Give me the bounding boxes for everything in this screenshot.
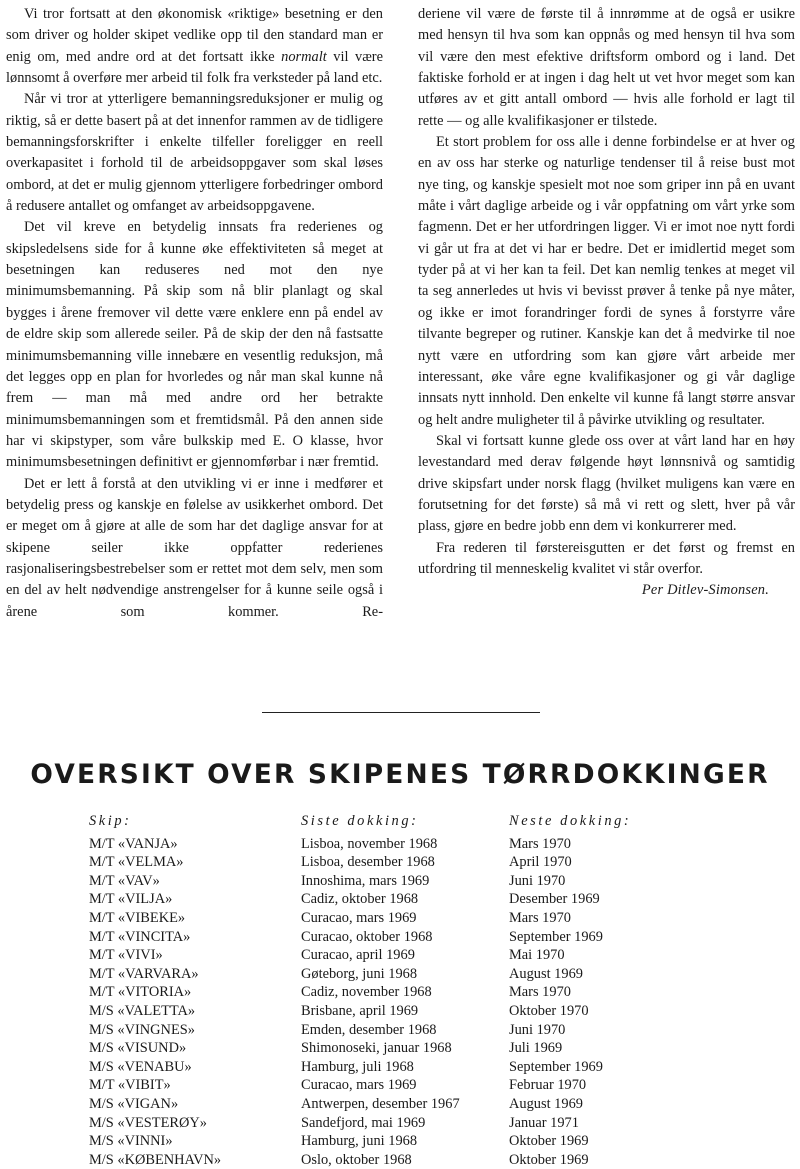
ship-column	[89, 812, 221, 1169]
last-docking-cell: Curacao, mars 1969	[301, 1077, 417, 1094]
emphasized-word: normalt	[281, 48, 327, 65]
ship-name-cell: M/T «VANJA»	[89, 835, 178, 852]
last-docking-cell: Lisboa, desember 1968	[301, 854, 435, 871]
article-right-column	[418, 4, 795, 602]
ship-name-cell: M/S «VIGAN»	[89, 1095, 179, 1112]
next-docking-cell: April 1970	[509, 854, 572, 871]
last-docking-cell: Hamburg, juni 1968	[301, 1133, 418, 1150]
next-docking-cell: Mars 1970	[509, 984, 571, 1001]
last-docking-cell: Sandefjord, mai 1969	[301, 1114, 426, 1131]
last-docking-cell: Curacao, april 1969	[301, 947, 415, 964]
ship-name-cell: M/S «VINNI»	[89, 1133, 173, 1150]
ship-name-cell: M/T «VIBIT»	[89, 1077, 171, 1094]
last-docking-cell: Gøteborg, juni 1968	[301, 965, 418, 982]
ship-name-cell: M/T «VITORIA»	[89, 984, 192, 1001]
next-docking-cell: Juli 1969	[509, 1040, 563, 1057]
article-left-column	[6, 4, 383, 623]
ship-name-cell: M/S «VESTERØY»	[89, 1114, 207, 1131]
paragraph-text: Vi tror fortsatt at den økonomisk «riktige» besetning er den som driver og holder skipet vedlike opp til den standard man er enig om, med andre ord at det fortsatt ikke	[6, 6, 383, 65]
last-docking-cell: Innoshima, mars 1969	[301, 872, 430, 889]
ship-name-cell: M/S «KØBENHAVN»	[89, 1151, 222, 1168]
last-docking-cell: Cadiz, oktober 1968	[301, 891, 419, 908]
next-docking-cell: Februar 1970	[509, 1077, 587, 1094]
article-paragraph: Det vil kreve en betydelig innsats fra rederienes og skipsledelsens side for å kunne øke effektiviteten så meget at besetningen kan reduseres ned mot den nye minimumsbemanning. På skip som nå blir planlagt og skal bygges i årene fremover vil dette være enklere enn på endel av de eldre skip som allerede seiler. På de skip der den nå fastsatte minimumsbemanning ville innebære en vesentlig reduksjon, må det legges opp en plan for hvorledes og når man skal kunne nå frem — man må med andre ord her betrakte minimumsbemanningen som et fremtidsmål. På den annen side har vi skipstyper, som våre bulkskip med E. O klasse, hvor minimumsbesetningen definitivt er gjennomførbar i nær fremtid.	[6, 219, 383, 471]
ship-name-cell: M/S «VINGNES»	[89, 1021, 195, 1038]
article-paragraph: Fra rederen til førstereisgutten er det først og fremst en utfordring til menneskelig kvalitet vi står overfor.	[418, 539, 795, 577]
last-docking-cell: Oslo, oktober 1968	[301, 1151, 412, 1168]
last-docking-cell: Brisbane, april 1969	[301, 1002, 419, 1019]
ship-name-cell: M/T «VIVI»	[89, 947, 163, 964]
last-docking-column	[301, 812, 460, 1169]
last-docking-column-header: Siste dokking:	[301, 813, 419, 829]
article-paragraph: Skal vi fortsatt kunne glede oss over at vårt land har en høy levestandard med derav følgende høyt lønnsnivå og samtidig drive skipsfart under norsk flagg (hvilket muligens kan være en forutsetning for det første) så må vi rett og slett, hver på vår plass, gjøre en bedre jobb enn dem vi konkurrerer med.	[418, 432, 795, 535]
ship-name-cell: M/T «VIBEKE»	[89, 909, 186, 926]
next-docking-cell: August 1969	[509, 965, 583, 982]
ship-name-cell: M/S «VENABU»	[89, 1058, 192, 1075]
article-paragraph: Et stort problem for oss alle i denne forbindelse er at hver og en av oss har sterke og naturlige tendenser til å reise bust mot nye ting, og kanskje spesielt mot noe som griper inn på en uvant måte i vårt daglige arbeide og i vår oppfatning om vårt yrke som fagmenn. Det er her utfordringen ligger. Vi er imot noe nytt fordi vi går ut fra at det vi har er bedre. Det er imidlertid meget som tyder på at vi her kan ta feil. Det kan nemlig tenkes at meget vil ta seg annerledes ut hvis vi bevisst prøver å tenke på nye måter, og ikke er imot forandringer fordi de synes å forstyrre våre tilvante begreper og rutiner. Kanskje kan det å medvirke til noe nytt være en utfordring som kan gjøre vårt arbeide mer interessant, øke våre egne kvalifikasjoner og gi vår daglige innsats nytt innhold. Den enkelte vil kunne få langt større ansvar og helt andre muligheter til å påvirke utvikling og resultater.	[418, 134, 795, 428]
article-paragraph: deriene vil være de første til å innrømme at de også er usikre med hensyn til hva som kan oppnås og med hensyn til hva som vil være den mest efektive driftsform ombord og i land. Det faktiske forhold er at ingen i dag helt ut vet hvor meget som kan utføres av et gitt antall ombord — hvis alle forhold er lagt til rette — og alle kvalifikasjoner er tilstede.	[418, 6, 795, 129]
next-docking-cell: Oktober 1969	[509, 1133, 589, 1150]
paragraph-text: vil være lønnsomt å overføre mer arbeid til folk fra verksteder på land etc.	[6, 48, 383, 87]
next-docking-cell: Juni 1970	[509, 872, 566, 889]
next-docking-column-header: Neste dokking:	[509, 813, 632, 829]
article-paragraph	[6, 4, 383, 89]
next-docking-cell: September 1969	[509, 928, 603, 945]
section-divider	[262, 712, 540, 713]
last-docking-cell: Emden, desember 1968	[301, 1021, 437, 1038]
ship-name-cell: M/T «VELMA»	[89, 854, 184, 871]
next-docking-cell: Mars 1970	[509, 909, 571, 926]
ship-name-cell: M/T «VINCITA»	[89, 928, 191, 945]
next-docking-cell: September 1969	[509, 1058, 603, 1075]
next-docking-cell: August 1969	[509, 1095, 583, 1112]
ship-name-cell: M/S «VISUND»	[89, 1040, 187, 1057]
next-docking-cell: Oktober 1970	[509, 1002, 589, 1019]
next-docking-cell: Mai 1970	[509, 947, 565, 964]
author-signature: Per Ditlev-Simonsen.	[641, 582, 769, 599]
last-docking-cell: Lisboa, november 1968	[301, 835, 438, 852]
next-docking-cell: Juni 1970	[509, 1021, 566, 1038]
article-paragraph: Det er lett å forstå at den utvikling vi er inne i medfører et betydelig press og kanskje en følelse av usikkerhet ombord. Det er meget om å gjøre at alle de som har det daglige ansvar for at skipene seiler ikke oppfatter rederienes rasjonaliseringsbestrebelser som er rettet mot dem selv, men som en del av helt nødvendige anstrengelser for å kunne seile også i årene som kommer. Re-	[6, 475, 383, 620]
last-docking-cell: Curacao, mars 1969	[301, 909, 417, 926]
next-docking-cell: Oktober 1969	[509, 1151, 589, 1168]
last-docking-cell: Curacao, oktober 1968	[301, 928, 433, 945]
last-docking-cell: Antwerpen, desember 1967	[301, 1095, 460, 1112]
ship-column-header: Skip:	[89, 813, 132, 829]
ship-name-cell: M/T «VAV»	[89, 872, 160, 889]
next-docking-cell: Mars 1970	[509, 835, 571, 852]
last-docking-cell: Cadiz, november 1968	[301, 984, 432, 1001]
next-docking-column	[509, 812, 631, 1169]
last-docking-cell: Shimonoseki, januar 1968	[301, 1040, 452, 1057]
last-docking-cell: Hamburg, juli 1968	[301, 1058, 414, 1075]
ship-name-cell: M/S «VALETTA»	[89, 1002, 196, 1019]
article-paragraph: Når vi tror at ytterligere bemanningsreduksjoner er mulig og riktig, så er dette basert på at det innenfor rammen av de tidligere bemanningsforskrifter i enkelte tilfeller foreligger en reell overkapasitet i forhold til de arbeidsoppgaver som skal løses ombord, at det er mulig gjennom ytterligere forbedringer ombord å redusere antallet og omfanget av arbeidsoppgavene.	[6, 91, 383, 215]
ship-name-cell: M/T «VILJA»	[89, 891, 173, 908]
ship-name-cell: M/T «VARVARA»	[89, 965, 199, 982]
next-docking-cell: Januar 1971	[509, 1114, 579, 1131]
next-docking-cell: Desember 1969	[509, 891, 600, 908]
section-title: OVERSIKT OVER SKIPENES TØRRDOKKINGER	[30, 759, 770, 790]
